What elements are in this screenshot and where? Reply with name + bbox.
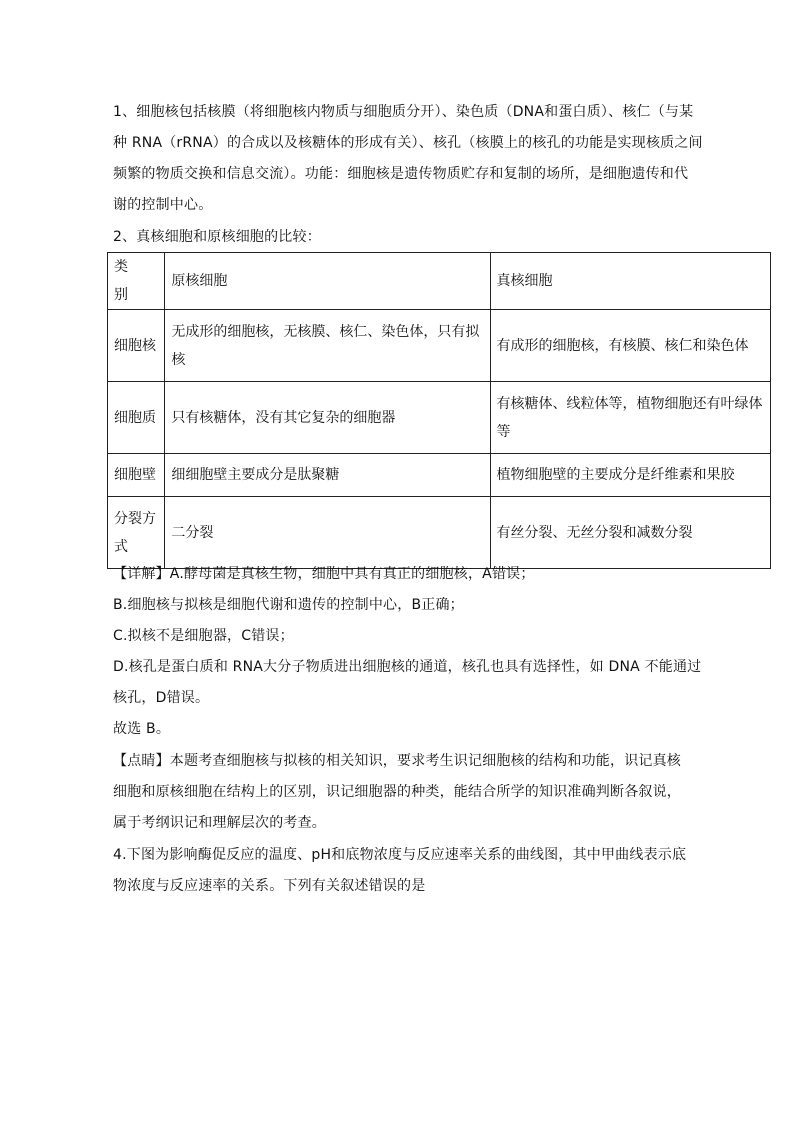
table-row [108,382,771,454]
comment-line3: 属于考纲识记和理解层次的考查。 [113,815,326,831]
table-header-category: 类 别 [108,253,165,310]
table-cell-prokaryote: 细细胞壁主要成分是肽聚糖 [165,454,490,497]
paragraph1-line1: 1、细胞核包括核膜（将细胞核内物质与细胞质分开）、染色质（DNA和蛋白质）、核仁（与某 [113,104,694,120]
table-header-row [108,253,771,310]
table-header-prokaryote: 原核细胞 [165,253,490,310]
table-cell-eukaryote: 有丝分裂、无丝分裂和减数分裂 [490,497,771,569]
detail-line2: B.细胞核与拟核是细胞代谢和遗传的控制中心，B正确； [113,597,464,613]
detail-line1: 【详解】A.酵母菌是真核生物，细胞中具有真正的细胞核，A错误； [113,566,535,582]
question4-line1: 4.下图为影响酶促反应的温度、pH和底物浓度与反应速率关系的曲线图，其中甲曲线表示底 [113,847,687,863]
table-cell-category: 分裂方式 [108,497,165,569]
paragraph2-line1: 2、真核细胞和原核细胞的比较： [113,229,321,245]
table-header-eukaryote: 真核细胞 [490,253,771,310]
detail-line3: C.拟核不是细胞器，C错误； [113,628,294,644]
paragraph1-line3: 频繁的物质交换和信息交流）。功能：细胞核是遗传物质贮存和复制的场所，是细胞遗传和代 [113,166,689,182]
table-cell-category: 细胞壁 [108,454,165,497]
table-cell-eukaryote: 植物细胞壁的主要成分是纤维素和果胶 [490,454,771,497]
comparison-table [107,252,771,569]
table-cell-category: 细胞核 [108,310,165,382]
comment-line1: 【点睛】本题考查细胞核与拟核的相关知识，要求考生识记细胞核的结构和功能，识记真核 [113,753,681,769]
table-cell-eukaryote: 有成形的细胞核，有核膜、核仁和染色体 [490,310,771,382]
table-cell-eukaryote: 有核糖体、线粒体等，植物细胞还有叶绿体等 [490,382,771,454]
paragraph1-line4: 谢的控制中心。 [113,197,213,213]
table-cell-category: 细胞质 [108,382,165,454]
table-row [108,454,771,497]
table-cell-prokaryote: 二分裂 [165,497,490,569]
table-cell-prokaryote: 无成形的细胞核，无核膜、核仁、染色体，只有拟核 [165,310,490,382]
comment-line2: 细胞和原核细胞在结构上的区别，识记细胞器的种类，能结合所学的知识准确判断各叙说， [113,784,681,800]
paragraph1-line2: 种 RNA（rRNA）的合成以及核糖体的形成有关）、核孔（核膜上的核孔的功能是实现核质之间 [113,135,703,151]
detail-line6: 故选 B。 [113,721,171,737]
question4-line2: 物浓度与反应速率的关系。下列有关叙述错误的是 [113,878,426,894]
table-row [108,310,771,382]
table-cell-prokaryote: 只有核糖体，没有其它复杂的细胞器 [165,382,490,454]
detail-line4: D.核孔是蛋白质和 RNA大分子物质进出细胞核的通道，核孔也具有选择性，如 DNA 不能通过 [113,659,702,675]
table-row [108,497,771,569]
detail-line5: 核孔，D错误。 [113,690,210,706]
